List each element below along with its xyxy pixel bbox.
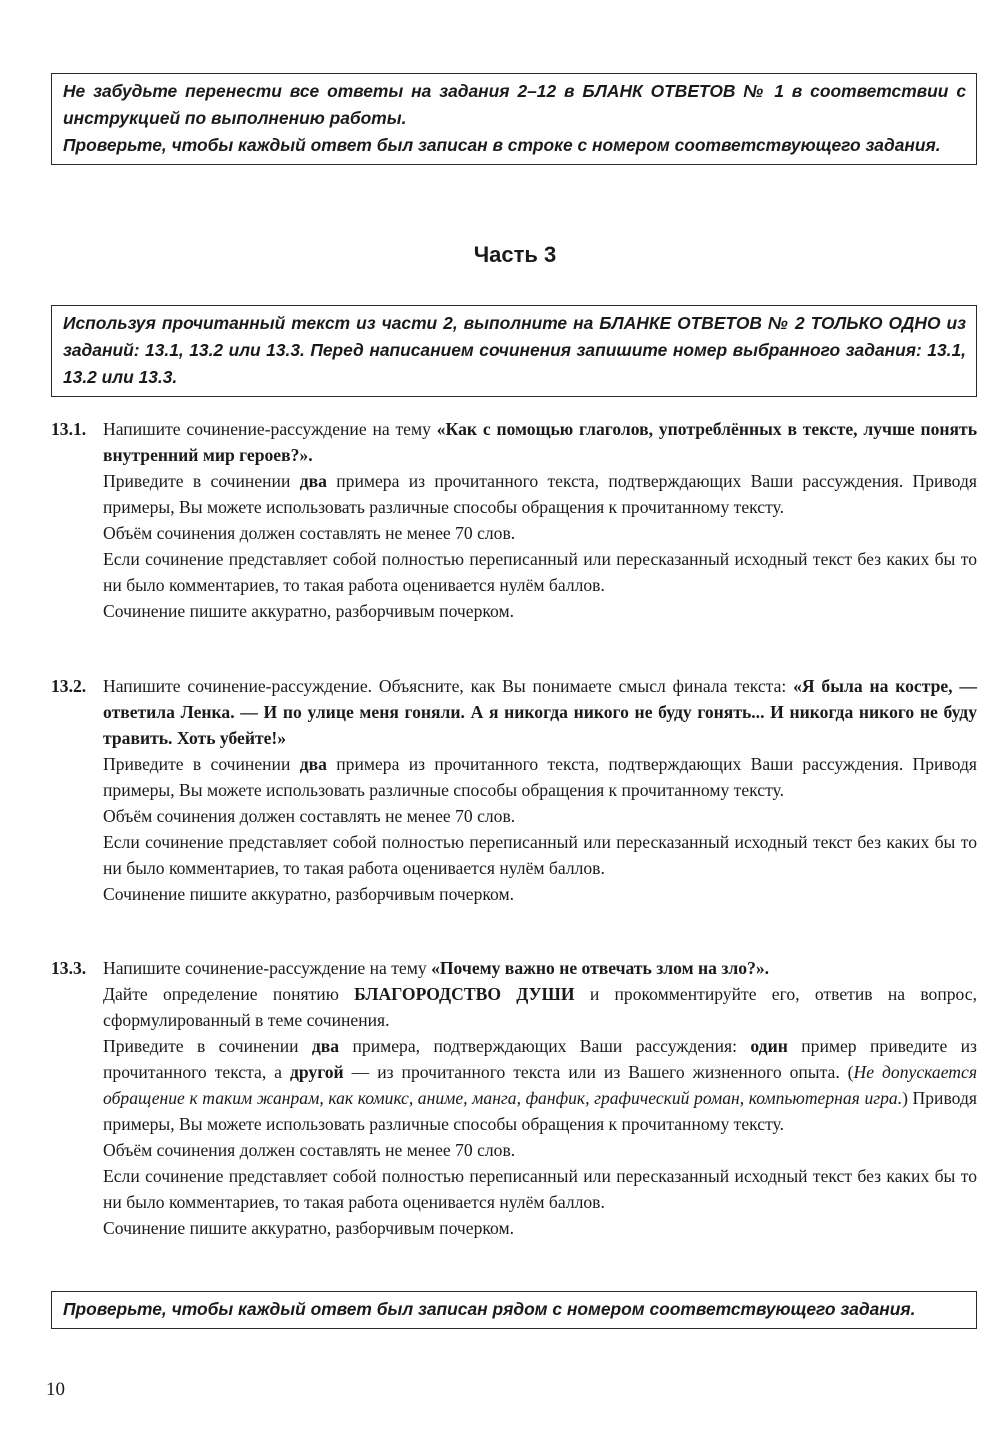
task-13-1 xyxy=(51,416,977,624)
task-statement: Напишите сочинение-рассуждение. Объясните, как Вы понимаете смысл финала текста: «Я была на костре, — ответила Ленка. — И по улице меня гоняли. А я никогда никого не буду гонять... И никогда никого не буду травить. Хоть убейте!» xyxy=(103,676,977,748)
task-number: 13.3. xyxy=(51,958,87,978)
task-quote: «Я была на костре, — ответила Ленка. — И по улице меня гоняли. А я никогда никого не буду гонять... И никогда никого не буду травить. Хоть убейте!» xyxy=(103,676,977,748)
part-title: Часть 3 xyxy=(473,242,557,267)
task-definition: Дайте определение понятию БЛАГОРОДСТВО ДУШИ и прокомментируйте его, ответив на вопрос, сформулированный в теме сочинения. xyxy=(103,984,977,1030)
task-volume: Объём сочинения должен составлять не менее 70 слов. xyxy=(103,806,516,826)
task-rewrite-rule: Если сочинение представляет собой полностью переписанный или пересказанный исходный текст без каких бы то ни было комментариев, то такая работа оценивается нулём баллов. xyxy=(103,832,977,878)
task-handwriting: Сочинение пишите аккуратно, разборчивым почерком. xyxy=(103,884,515,904)
bottom-notice-text: Проверьте, чтобы каждый ответ был записан рядом с номером соответствующего задания. xyxy=(63,1299,916,1319)
task-body xyxy=(103,416,977,624)
task-rewrite-rule: Если сочинение представляет собой полностью переписанный или пересказанный исходный текст без каких бы то ни было комментариев, то такая работа оценивается нулём баллов. xyxy=(103,1166,977,1212)
task-rewrite-rule: Если сочинение представляет собой полностью переписанный или пересказанный исходный текст без каких бы то ни было комментариев, то такая работа оценивается нулём баллов. xyxy=(103,549,977,595)
task-statement: Напишите сочинение-рассуждение на тему «Как с помощью глаголов, употреблённых в тексте, лучше понять внутренний мир героев?». xyxy=(103,419,977,465)
task-body xyxy=(103,673,977,907)
bottom-notice-box xyxy=(51,1291,977,1329)
task-volume: Объём сочинения должен составлять не менее 70 слов. xyxy=(103,1140,516,1160)
part-instruction-box xyxy=(51,305,977,397)
task-13-2 xyxy=(51,673,977,907)
top-notice-box xyxy=(51,73,977,165)
task-statement: Напишите сочинение-рассуждение на тему «Почему важно не отвечать злом на зло?». xyxy=(103,958,770,978)
task-number: 13.1. xyxy=(51,419,87,439)
task-genre-note: Не допускается обращение к таким жанрам, как комикс, аниме, манга, фанфик, графический роман, компьютерная игра. xyxy=(103,1062,977,1108)
task-volume: Объём сочинения должен составлять не менее 70 слов. xyxy=(103,523,516,543)
task-examples: Приведите в сочинении два примера, подтверждающих Ваши рассуждения: один пример приведите из прочитанного текста, а другой — из прочитанного текста или из Вашего жизненного опыта. (Не допускается обращение к таким жанрам, как комикс, аниме, манга, фанфик, графический роман, компьютерная игра.) Приводя примеры, Вы можете использовать различные способы обращения к прочитанному тексту. xyxy=(103,1036,977,1134)
task-topic: «Как с помощью глаголов, употреблённых в тексте, лучше понять внутренний мир героев?». xyxy=(103,419,977,465)
top-notice-line-1: Не забудьте перенести все ответы на задания 2–12 в БЛАНК ОТВЕТОВ № 1 в соответствии с инструкцией по выполнению работы. xyxy=(63,81,966,128)
task-examples: Приведите в сочинении два примера из прочитанного текста, подтверждающих Ваши рассуждения. Приводя примеры, Вы можете использовать различные способы обращения к прочитанному тексту. xyxy=(103,754,977,800)
task-13-3 xyxy=(51,955,977,1241)
task-examples: Приведите в сочинении два примера из прочитанного текста, подтверждающих Ваши рассуждения. Приводя примеры, Вы можете использовать различные способы обращения к прочитанному тексту. xyxy=(103,471,977,517)
task-number: 13.2. xyxy=(51,676,87,696)
task-body xyxy=(103,955,977,1241)
task-handwriting: Сочинение пишите аккуратно, разборчивым почерком. xyxy=(103,1218,515,1238)
top-notice-line-2: Проверьте, чтобы каждый ответ был записан в строке с номером соответствующего задания. xyxy=(63,135,941,155)
page-number: 10 xyxy=(46,1379,65,1400)
task-handwriting: Сочинение пишите аккуратно, разборчивым почерком. xyxy=(103,601,515,621)
part-instruction-text: Используя прочитанный текст из части 2, выполните на БЛАНКЕ ОТВЕТОВ № 2 ТОЛЬКО ОДНО из заданий: 13.1, 13.2 или 13.3. Перед написанием сочинения запишите номер выбранного задания: 13.1, 13.2 или 13.3. xyxy=(63,313,966,387)
task-topic: «Почему важно не отвечать злом на зло?». xyxy=(431,958,770,978)
